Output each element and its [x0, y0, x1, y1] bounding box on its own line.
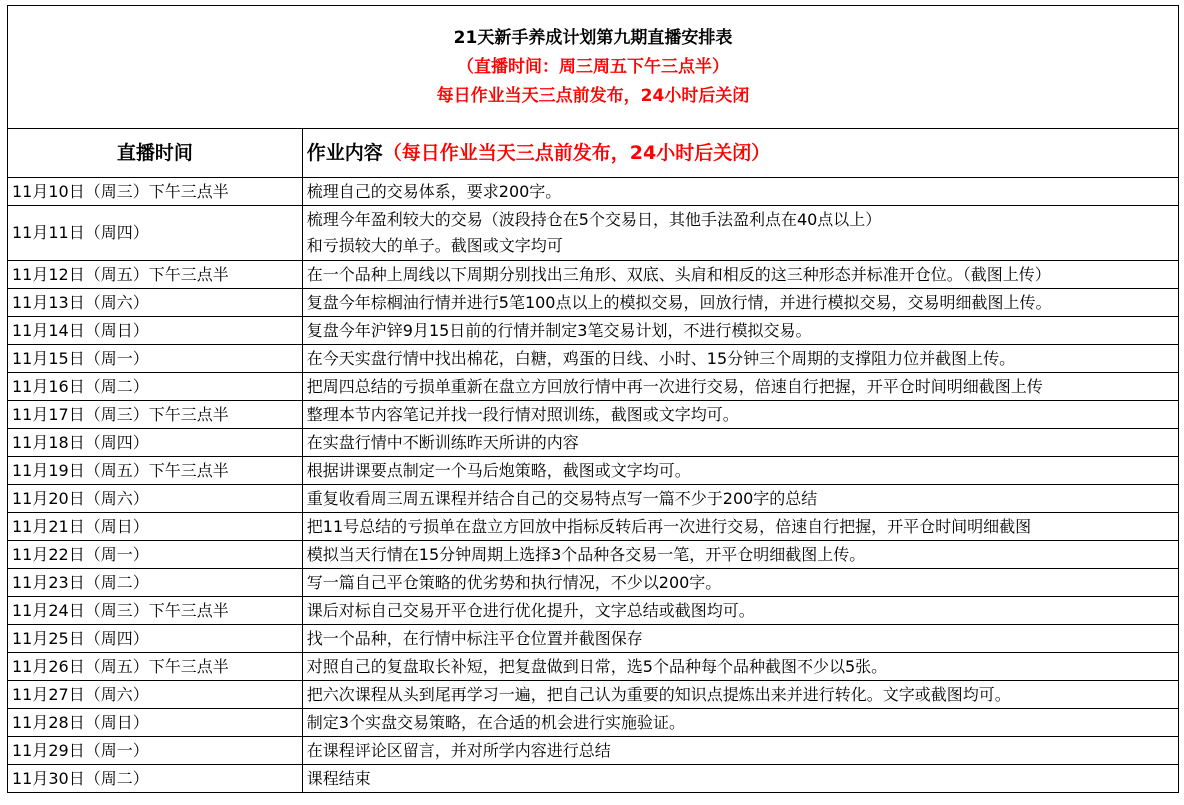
row-task: 复盘今年沪锌9月15日前的行情并制定3笔交易计划，不进行模拟交易。	[302, 317, 1178, 345]
table-row	[8, 206, 1179, 261]
table-row	[8, 709, 1179, 737]
row-task: 写一篇自己平仓策略的优劣势和执行情况，不少以200字。	[302, 569, 1178, 597]
header-task-label: 作业内容	[306, 142, 383, 164]
row-task: 根据讲课要点制定一个马后炮策略，截图或文字均可。	[302, 457, 1178, 485]
table-row	[8, 765, 1179, 793]
row-task: 制定3个实盘交易策略，在合适的机会进行实施验证。	[302, 709, 1178, 737]
row-time: 11月22日（周一）	[8, 541, 303, 569]
row-task: 复盘今年棕榈油行情并进行5笔100点以上的模拟交易，回放行情，并进行模拟交易，交易明细截图上传。	[302, 289, 1178, 317]
row-task: 重复收看周三周五课程并结合自己的交易特点写一篇不少于200字的总结	[302, 485, 1178, 513]
table-row	[8, 317, 1179, 345]
row-task: 把11号总结的亏损单在盘立方回放中指标反转后再一次进行交易，倍速自行把握，开平仓时间明细截图	[302, 513, 1178, 541]
row-time: 11月12日（周五）下午三点半	[8, 261, 303, 289]
row-time: 11月10日（周三）下午三点半	[8, 178, 303, 206]
row-time: 11月26日（周五）下午三点半	[8, 653, 303, 681]
row-time: 11月11日（周四）	[8, 206, 303, 261]
row-time: 11月18日（周四）	[8, 429, 303, 457]
row-task: 对照自己的复盘取长补短，把复盘做到日常，选5个品种每个品种截图不少以5张。	[302, 653, 1178, 681]
table-row	[8, 485, 1179, 513]
row-time: 11月27日（周六）	[8, 681, 303, 709]
row-task: 课程结束	[302, 765, 1178, 793]
row-time: 11月15日（周一）	[8, 345, 303, 373]
row-time: 11月21日（周日）	[8, 513, 303, 541]
table-row	[8, 345, 1179, 373]
table-row	[8, 569, 1179, 597]
row-time: 11月24日（周三）下午三点半	[8, 597, 303, 625]
table-row	[8, 653, 1179, 681]
row-time: 11月25日（周四）	[8, 625, 303, 653]
row-task: 整理本节内容笔记并找一段行情对照训练，截图或文字均可。	[302, 401, 1178, 429]
header-time: 直播时间	[8, 129, 303, 178]
row-time: 11月23日（周二）	[8, 569, 303, 597]
row-time: 11月30日（周二）	[8, 765, 303, 793]
schedule-sheet	[7, 5, 1179, 793]
table-row	[8, 681, 1179, 709]
row-task-line: 和亏损较大的单子。截图或文字均可	[306, 236, 563, 255]
row-task: 课后对标自己交易开平仓进行优化提升，文字总结或截图均可。	[302, 597, 1178, 625]
row-task: 在实盘行情中不断训练昨天所讲的内容	[302, 429, 1178, 457]
table-row	[8, 401, 1179, 429]
row-task: 在一个品种上周线以下周期分别找出三角形、双底、头肩和相反的这三种形态并标准开仓位。（截图上传）	[302, 261, 1178, 289]
header-task	[302, 129, 1178, 178]
broadcast-time-note: （直播时间：周三周五下午三点半）	[457, 56, 729, 77]
schedule-table	[7, 5, 1179, 793]
row-time: 11月16日（周二）	[8, 373, 303, 401]
homework-rule-note: 每日作业当天三点前发布，24小时后关闭	[436, 85, 750, 106]
row-time: 11月28日（周日）	[8, 709, 303, 737]
row-task	[302, 206, 1178, 261]
table-row	[8, 625, 1179, 653]
header-row	[8, 129, 1179, 178]
row-task: 在课程评论区留言，并对所学内容进行总结	[302, 737, 1178, 765]
table-row	[8, 737, 1179, 765]
row-time: 11月17日（周三）下午三点半	[8, 401, 303, 429]
row-task: 梳理自己的交易体系，要求200字。	[302, 178, 1178, 206]
row-task: 把六次课程从头到尾再学习一遍，把自己认为重要的知识点提炼出来并进行转化。文字或截图均可。	[302, 681, 1178, 709]
row-time: 11月20日（周六）	[8, 485, 303, 513]
table-row	[8, 541, 1179, 569]
table-row	[8, 261, 1179, 289]
row-task: 把周四总结的亏损单重新在盘立方回放行情中再一次进行交易，倍速自行把握，开平仓时间明细截图上传	[302, 373, 1178, 401]
table-row	[8, 457, 1179, 485]
row-time: 11月19日（周五）下午三点半	[8, 457, 303, 485]
row-task: 在今天实盘行情中找出棉花，白糖，鸡蛋的日线、小时、15分钟三个周期的支撑阻力位并截图上传。	[302, 345, 1178, 373]
row-task-line: 梳理今年盈利较大的交易（波段持仓在5个交易日，其他手法盈利点在40点以上）	[306, 210, 882, 229]
table-row	[8, 373, 1179, 401]
table-row	[8, 513, 1179, 541]
sheet-title: 21天新手养成计划第九期直播安排表	[453, 27, 733, 48]
table-row	[8, 597, 1179, 625]
table-row	[8, 429, 1179, 457]
schedule-rows	[8, 178, 1179, 793]
row-time: 11月29日（周一）	[8, 737, 303, 765]
table-row	[8, 289, 1179, 317]
table-row	[8, 178, 1179, 206]
row-task: 找一个品种，在行情中标注平仓位置并截图保存	[302, 625, 1178, 653]
title-row	[8, 6, 1179, 129]
title-cell	[8, 6, 1179, 129]
row-time: 11月14日（周日）	[8, 317, 303, 345]
header-task-note: （每日作业当天三点前发布，24小时后关闭）	[382, 142, 771, 164]
row-time: 11月13日（周六）	[8, 289, 303, 317]
row-task: 模拟当天行情在15分钟周期上选择3个品种各交易一笔，开平仓明细截图上传。	[302, 541, 1178, 569]
